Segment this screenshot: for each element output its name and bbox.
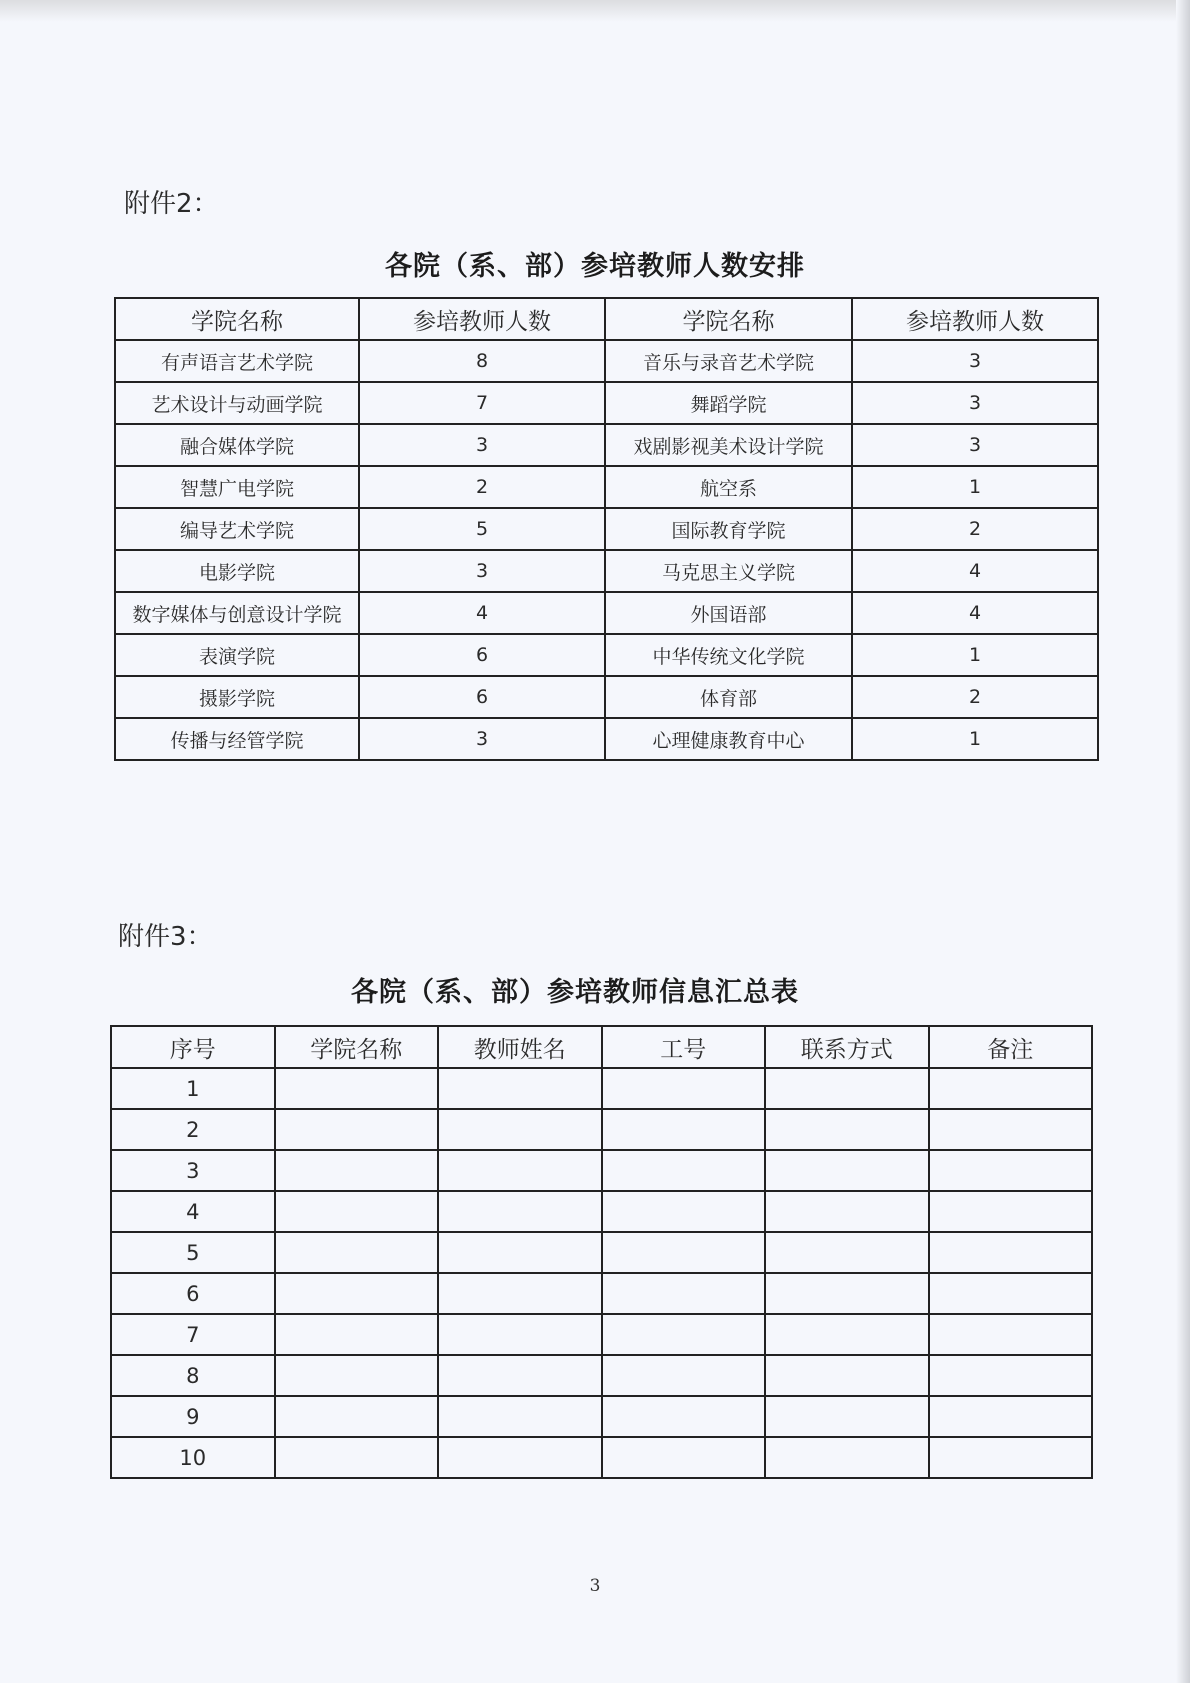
college-name-cell: 心理健康教育中心 <box>605 718 852 760</box>
teacher-count-cell: 2 <box>852 676 1098 718</box>
employee-id-cell <box>602 1109 766 1150</box>
teacher-name-cell <box>438 1396 602 1437</box>
seq-no-cell: 9 <box>111 1396 275 1437</box>
table-row <box>111 1273 1092 1314</box>
teacher-count-cell: 1 <box>852 634 1098 676</box>
teacher-name-cell <box>438 1150 602 1191</box>
college-name-cell: 融合媒体学院 <box>115 424 359 466</box>
teacher-count-cell: 8 <box>359 340 605 382</box>
contact-cell <box>765 1191 929 1232</box>
table-row <box>111 1396 1092 1437</box>
employee-id-cell <box>602 1355 766 1396</box>
college-name-cell: 国际教育学院 <box>605 508 852 550</box>
table-header-row <box>115 298 1098 340</box>
header-college-name: 学院名称 <box>115 298 359 340</box>
teacher-name-cell <box>438 1232 602 1273</box>
header-college-name: 学院名称 <box>275 1026 439 1068</box>
college-name-cell <box>275 1355 439 1396</box>
teacher-count-cell: 3 <box>852 424 1098 466</box>
header-college-name: 学院名称 <box>605 298 852 340</box>
teacher-count-cell: 3 <box>359 718 605 760</box>
college-name-cell: 体育部 <box>605 676 852 718</box>
table-row <box>115 466 1098 508</box>
college-name-cell: 有声语言艺术学院 <box>115 340 359 382</box>
teacher-name-cell <box>438 1437 602 1478</box>
remarks-cell <box>929 1437 1093 1478</box>
teacher-count-cell: 3 <box>359 424 605 466</box>
header-employee-id: 工号 <box>602 1026 766 1068</box>
header-contact: 联系方式 <box>765 1026 929 1068</box>
college-name-cell: 表演学院 <box>115 634 359 676</box>
college-name-cell: 艺术设计与动画学院 <box>115 382 359 424</box>
college-name-cell <box>275 1437 439 1478</box>
college-name-cell: 航空系 <box>605 466 852 508</box>
remarks-cell <box>929 1273 1093 1314</box>
contact-cell <box>765 1314 929 1355</box>
teacher-info-summary-table <box>110 1025 1093 1479</box>
seq-no-cell: 5 <box>111 1232 275 1273</box>
contact-cell <box>765 1396 929 1437</box>
college-name-cell <box>275 1314 439 1355</box>
college-name-cell <box>275 1109 439 1150</box>
teacher-name-cell <box>438 1068 602 1109</box>
college-name-cell: 传播与经管学院 <box>115 718 359 760</box>
header-teacher-count: 参培教师人数 <box>852 298 1098 340</box>
table-row <box>115 676 1098 718</box>
employee-id-cell <box>602 1437 766 1478</box>
table-row <box>111 1150 1092 1191</box>
teacher-count-cell: 6 <box>359 676 605 718</box>
header-seq-no: 序号 <box>111 1026 275 1068</box>
seq-no-cell: 10 <box>111 1437 275 1478</box>
contact-cell <box>765 1232 929 1273</box>
teacher-name-cell <box>438 1314 602 1355</box>
college-name-cell <box>275 1232 439 1273</box>
seq-no-cell: 7 <box>111 1314 275 1355</box>
table-row <box>115 718 1098 760</box>
college-name-cell <box>275 1396 439 1437</box>
table-row <box>115 592 1098 634</box>
employee-id-cell <box>602 1314 766 1355</box>
remarks-cell <box>929 1109 1093 1150</box>
seq-no-cell: 8 <box>111 1355 275 1396</box>
teacher-count-cell: 4 <box>359 592 605 634</box>
college-name-cell <box>275 1191 439 1232</box>
header-teacher-count: 参培教师人数 <box>359 298 605 340</box>
seq-no-cell: 1 <box>111 1068 275 1109</box>
seq-no-cell: 3 <box>111 1150 275 1191</box>
employee-id-cell <box>602 1068 766 1109</box>
remarks-cell <box>929 1396 1093 1437</box>
college-name-cell: 外国语部 <box>605 592 852 634</box>
remarks-cell <box>929 1355 1093 1396</box>
contact-cell <box>765 1355 929 1396</box>
teacher-count-cell: 2 <box>852 508 1098 550</box>
employee-id-cell <box>602 1191 766 1232</box>
attachment2-title: 各院（系、部）参培教师人数安排 <box>385 251 805 282</box>
college-name-cell: 戏剧影视美术设计学院 <box>605 424 852 466</box>
teacher-count-cell: 4 <box>852 550 1098 592</box>
teacher-name-cell <box>438 1109 602 1150</box>
remarks-cell <box>929 1068 1093 1109</box>
seq-no-cell: 2 <box>111 1109 275 1150</box>
header-remarks: 备注 <box>929 1026 1093 1068</box>
teacher-count-cell: 3 <box>359 550 605 592</box>
table-row <box>115 382 1098 424</box>
teacher-count-cell: 3 <box>852 382 1098 424</box>
teacher-count-cell: 4 <box>852 592 1098 634</box>
remarks-cell <box>929 1150 1093 1191</box>
scan-top-edge <box>0 0 1190 22</box>
teacher-count-cell: 3 <box>852 340 1098 382</box>
contact-cell <box>765 1068 929 1109</box>
seq-no-cell: 4 <box>111 1191 275 1232</box>
seq-no-cell: 6 <box>111 1273 275 1314</box>
remarks-cell <box>929 1191 1093 1232</box>
college-name-cell: 编导艺术学院 <box>115 508 359 550</box>
college-name-cell: 中华传统文化学院 <box>605 634 852 676</box>
remarks-cell <box>929 1232 1093 1273</box>
teacher-count-table <box>114 297 1099 761</box>
table-row <box>111 1437 1092 1478</box>
table-row <box>111 1355 1092 1396</box>
attachment2-label: 附件2： <box>124 189 219 219</box>
contact-cell <box>765 1437 929 1478</box>
teacher-count-cell: 2 <box>359 466 605 508</box>
table-row <box>111 1314 1092 1355</box>
table-row <box>111 1191 1092 1232</box>
college-name-cell: 音乐与录音艺术学院 <box>605 340 852 382</box>
teacher-count-cell: 5 <box>359 508 605 550</box>
employee-id-cell <box>602 1273 766 1314</box>
employee-id-cell <box>602 1150 766 1191</box>
remarks-cell <box>929 1314 1093 1355</box>
attachment3-title: 各院（系、部）参培教师信息汇总表 <box>351 977 799 1008</box>
table-row <box>115 340 1098 382</box>
teacher-count-cell: 6 <box>359 634 605 676</box>
table-row <box>115 508 1098 550</box>
college-name-cell <box>275 1273 439 1314</box>
header-teacher-name: 教师姓名 <box>438 1026 602 1068</box>
teacher-name-cell <box>438 1273 602 1314</box>
college-name-cell: 电影学院 <box>115 550 359 592</box>
contact-cell <box>765 1150 929 1191</box>
college-name-cell: 马克思主义学院 <box>605 550 852 592</box>
teacher-count-cell: 7 <box>359 382 605 424</box>
table-row <box>115 550 1098 592</box>
college-name-cell: 数字媒体与创意设计学院 <box>115 592 359 634</box>
table-row <box>115 634 1098 676</box>
teacher-name-cell <box>438 1191 602 1232</box>
attachment3-label: 附件3： <box>118 922 213 952</box>
employee-id-cell <box>602 1396 766 1437</box>
college-name-cell <box>275 1068 439 1109</box>
teacher-count-cell: 1 <box>852 718 1098 760</box>
table-header-row <box>111 1026 1092 1068</box>
table-row <box>115 424 1098 466</box>
college-name-cell <box>275 1150 439 1191</box>
college-name-cell: 舞蹈学院 <box>605 382 852 424</box>
teacher-count-cell: 1 <box>852 466 1098 508</box>
table-row <box>111 1068 1092 1109</box>
contact-cell <box>765 1273 929 1314</box>
employee-id-cell <box>602 1232 766 1273</box>
table-row <box>111 1232 1092 1273</box>
college-name-cell: 摄影学院 <box>115 676 359 718</box>
contact-cell <box>765 1109 929 1150</box>
college-name-cell: 智慧广电学院 <box>115 466 359 508</box>
page-number: 3 <box>589 1576 601 1596</box>
teacher-name-cell <box>438 1355 602 1396</box>
table-row <box>111 1109 1092 1150</box>
